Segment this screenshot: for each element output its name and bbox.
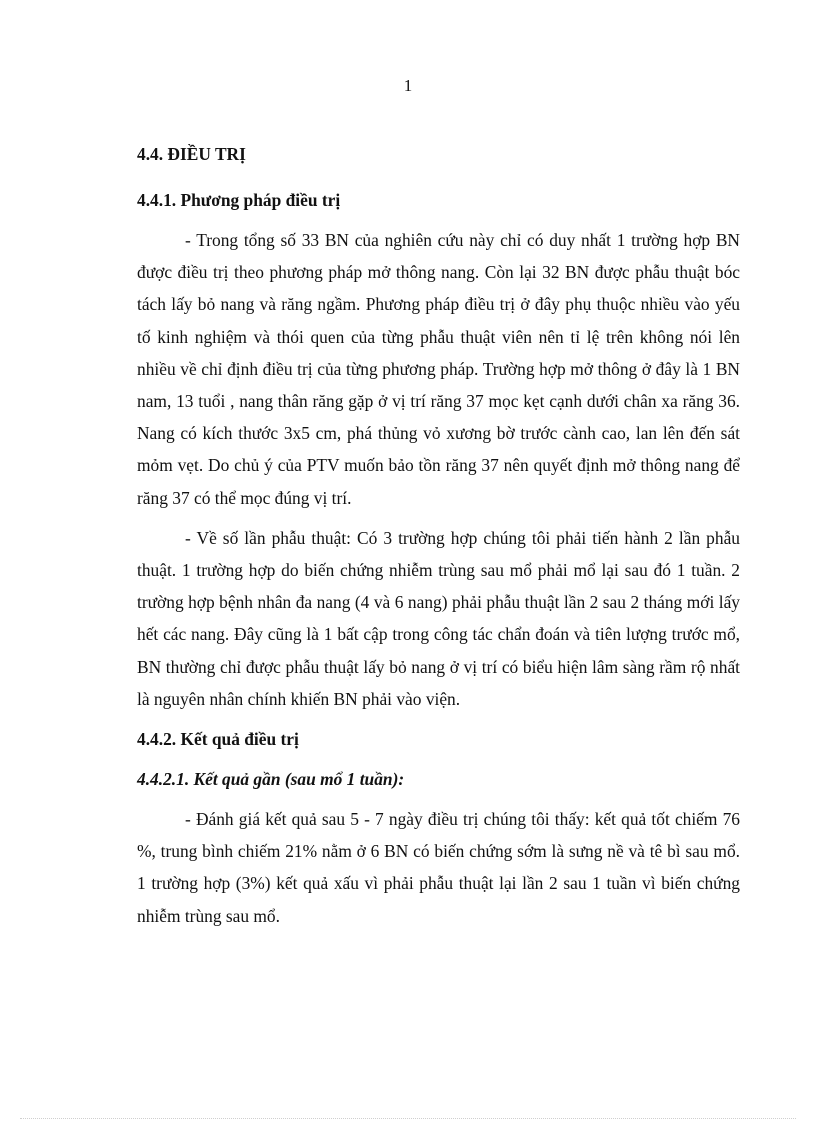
page-content: [137, 138, 740, 932]
page-number: 1: [403, 76, 413, 95]
subsubsection-heading-short-term: 4.4.2.1. Kết quả gần (sau mổ 1 tuần):: [137, 769, 405, 790]
subsection-heading-methods: 4.4.1. Phương pháp điều trị: [137, 190, 341, 210]
paragraph-method-overview: - Trong tổng số 33 BN của nghiên cứu này chỉ có duy nhất 1 trường hợp BN được điều trị theo phương pháp mở thông nang. Còn lại 32 BN được phẫu thuật bóc tách lấy bỏ nang và răng ngầm. Phương pháp điều trị ở đây phụ thuộc nhiều vào yếu tố kinh nghiệm và thói quen của từng phẫu thuật viên nên tỉ lệ trên không nói lên nhiều về chỉ định điều trị của từng phương pháp. Trường hợp mở thông ở đây là 1 BN nam, 13 tuổi , nang thân răng gặp ở vị trí răng 37 mọc kẹt cạnh dưới chân xa răng 36. Nang có kích thước 3x5 cm, phá thủng vỏ xương bờ trước cành cao, lan lên đến sát mỏm vẹt. Do chủ ý của PTV muốn bảo tồn răng 37 nên quyết định mở thông nang để răng 37 có thể mọc đúng vị trí.: [137, 230, 740, 508]
paragraph-surgery-count: - Về số lần phẫu thuật: Có 3 trường hợp chúng tôi phải tiến hành 2 lần phẫu thuật. 1 trường hợp do biến chứng nhiễm trùng sau mổ phải mổ lại sau đó 1 tuần. 2 trường hợp bệnh nhân đa nang (4 và 6 nang) phải phẫu thuật lần 2 sau 2 tháng mới lấy hết các nang. Đây cũng là 1 bất cập trong công tác chẩn đoán và tiên lượng trước mổ, BN thường chỉ được phẫu thuật lấy bỏ nang ở vị trí có biểu hiện lâm sàng rầm rộ nhất là nguyên nhân chính khiến BN phải vào viện.: [137, 527, 740, 709]
subsection-heading-results: 4.4.2. Kết quả điều trị: [137, 729, 299, 750]
page-bottom-border: [20, 1118, 796, 1119]
paragraph-short-term-results: - Đánh giá kết quả sau 5 - 7 ngày điều trị chúng tôi thấy: kết quả tốt chiếm 76 %, trung bình chiếm 21% nằm ở 6 BN có biến chứng sớm là sưng nề và tê bì sau mổ. 1 trường hợp (3%) kết quả xấu vì phải phẫu thuật lại lần 2 sau 1 tuần vì biến chứng nhiễm trùng sau mổ.: [137, 809, 740, 926]
section-heading: 4.4. ĐIỀU TRỊ: [137, 144, 246, 164]
